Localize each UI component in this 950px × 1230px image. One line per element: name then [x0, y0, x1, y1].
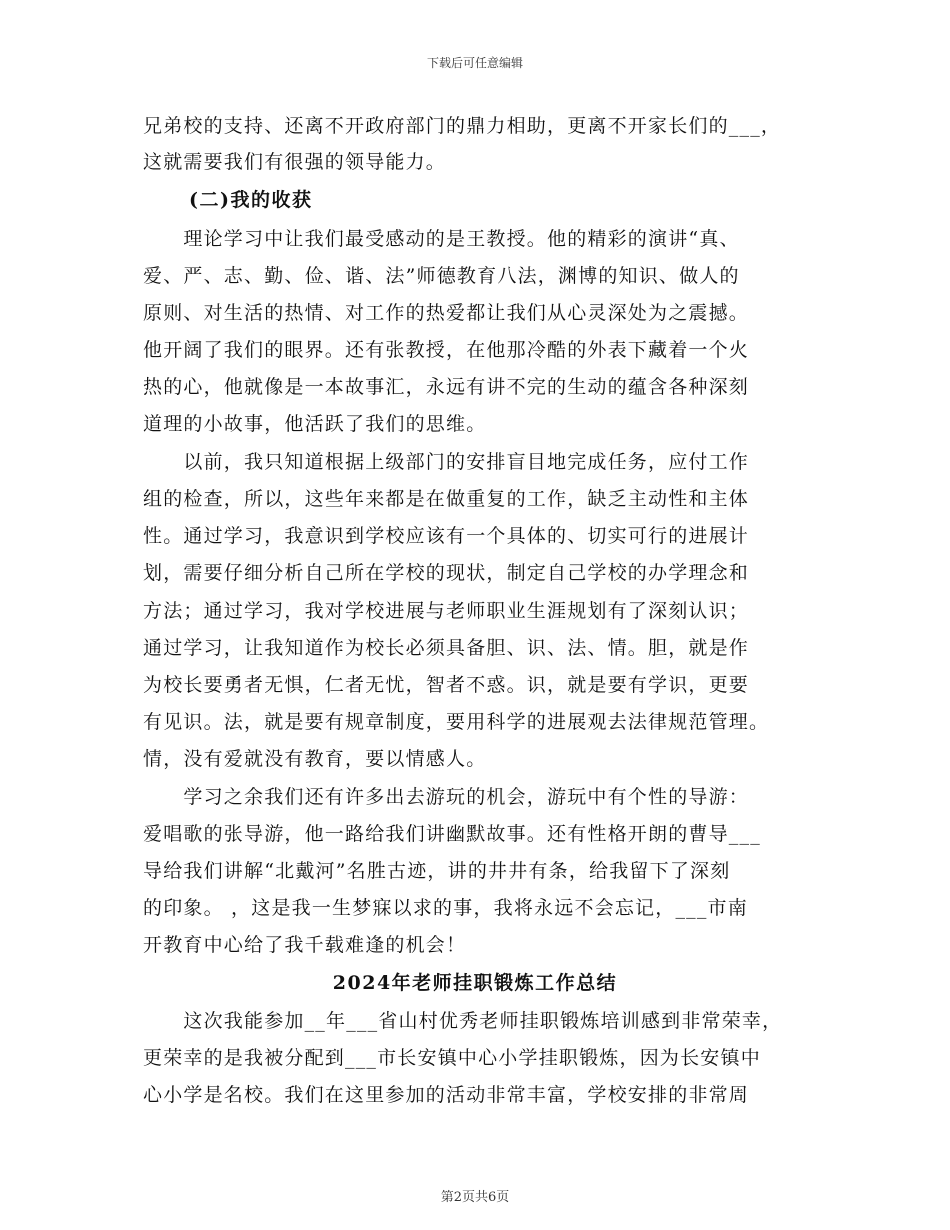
text-line: 方法；通过学习，我对学校进展与老师职业生涯规划有了深刻认识；	[143, 600, 750, 622]
text-line: 兄弟校的支持、还离不开政府部门的鼎力相助，更离不开家长们的___，	[143, 115, 782, 137]
text-line: 开教育中心给了我千载难逢的机会！	[143, 934, 467, 956]
text-line: 原则、对生活的热情、对工作的热爱都让我们从心灵深处为之震撼。	[143, 302, 750, 324]
section-heading: (二)我的收获	[189, 189, 313, 211]
text-line: 这次我能参加__年___省山村优秀老师挂职锻炼培训感到非常荣幸，	[143, 1010, 783, 1032]
text-line: 理论学习中让我们最受感动的是王教授。他的精彩的演讲“真、	[143, 228, 740, 250]
text-line: 组的检查，所以，这些年来都是在做重复的工作，缺乏主动性和主体	[143, 488, 750, 510]
text-line: 的印象。 ，这是我一生梦寐以求的事，我将永远不会忘记，___市南	[143, 897, 748, 919]
text-line: 心小学是名校。我们在这里参加的活动非常丰富，学校安排的非常周	[143, 1084, 750, 1106]
text-line: 情，没有爱就没有教育，要以情感人。	[143, 748, 487, 770]
text-line: 爱、严、志、勤、俭、谐、法”师德教育八法，渊博的知识、做人的	[143, 265, 740, 287]
text-line: 热的心，他就像是一本故事汇，永远有讲不完的生动的蕴含各种深刻	[143, 376, 750, 398]
text-line: 学习之余我们还有许多出去游玩的机会，游玩中有个性的导游：	[143, 786, 750, 808]
document-title: 2024年老师挂职锻炼工作总结	[332, 972, 618, 994]
page-footer: 第2页共6页	[440, 1190, 510, 1205]
text-line: 导给我们讲解“北戴河”名胜古迹，讲的井井有条，给我留下了深刻	[143, 860, 731, 882]
text-line: 更荣幸的是我被分配到___市长安镇中心小学挂职锻炼，因为长安镇中	[143, 1047, 761, 1069]
text-line: 道理的小故事，他活跃了我们的思维。	[143, 413, 487, 435]
page-header: 下载后可任意编辑	[426, 56, 523, 70]
text-line: 划，需要仔细分析自己所在学校的现状，制定自己学校的办学理念和	[143, 562, 750, 584]
text-line: 爱唱歌的张导游，他一路给我们讲幽默故事。还有性格开朗的曹导___	[143, 823, 761, 845]
text-line: 有见识。法，就是要有规章制度，要用科学的进展观去法律规范管理。	[143, 711, 770, 733]
text-line: 以前，我只知道根据上级部门的安排盲目地完成任务，应付工作	[143, 451, 750, 473]
text-line: 通过学习，让我知道作为校长必须具备胆、识、法、情。胆，就是作	[143, 637, 750, 659]
text-line: 这就需要我们有很强的领导能力。	[143, 151, 447, 173]
text-line: 他开阔了我们的眼界。还有张教授，在他那冷酷的外表下藏着一个火	[143, 339, 750, 361]
text-line: 为校长要勇者无惧，仁者无忧，智者不惑。识，就是要有学识，更要	[143, 674, 750, 696]
text-line: 性。通过学习，我意识到学校应该有一个具体的、切实可行的进展计	[143, 525, 750, 547]
